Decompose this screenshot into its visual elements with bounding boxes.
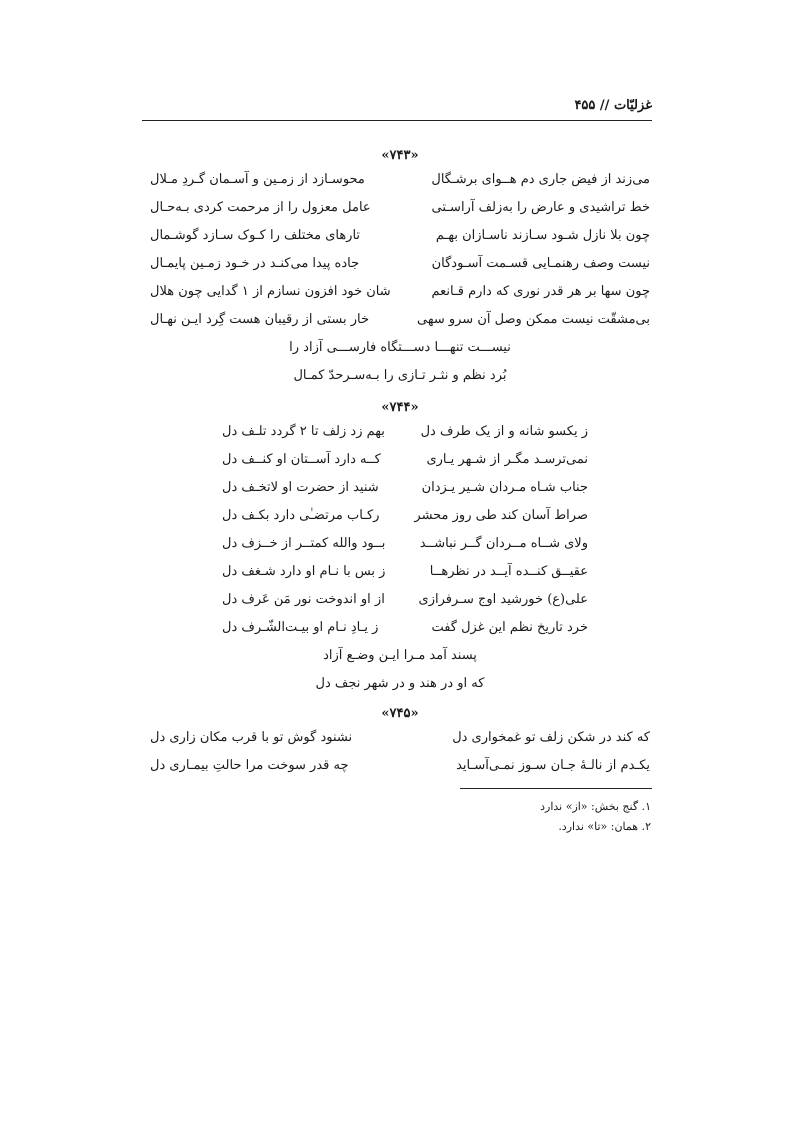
ghazal-number: «۷۴۴» <box>381 400 419 415</box>
hemistich-right: می‌زند از فیض جاری دم هــوای برشـگال <box>431 172 650 187</box>
hemistich-left: جاده پیدا می‌کنـد در خـود زمـین پایمـال <box>150 256 360 271</box>
hemistich-left: بهم زد زلف تا ۲ گردد تلـف دل <box>222 424 385 439</box>
couplet <box>150 250 650 278</box>
couplet <box>150 474 650 502</box>
ghazal-743 <box>150 146 650 390</box>
ghazal-745 <box>150 704 650 780</box>
hemistich-right: عقیــق کنــده آیــد در نظرهــا <box>429 564 588 579</box>
header-title: غزلیّات // ۴۵۵ <box>574 98 652 113</box>
hemistich-right: بی‌مشقّت نیست ممکن وصل آن سرو سهی <box>417 312 650 327</box>
couplet <box>150 306 650 334</box>
closing-line: بُرد نظم و نثـر تـازی را بـه‌سـرحدّ کمـال <box>293 368 507 383</box>
couplet <box>150 194 650 222</box>
hemistich-right: خط تراشیدی و عارض را به‌زلف آراسـتی <box>431 200 650 215</box>
hemistich-left: رکـاب مرتضـٰی دارد بکـف دل <box>222 508 380 523</box>
hemistich-right: یکـدم از نالـۀ جـان سـوز نمـی‌آسـاید <box>456 758 650 773</box>
couplet <box>150 418 650 446</box>
hemistich-left: خار بستی از رقیبان هست گِرد ایـن نهـال <box>150 312 370 327</box>
hemistich-left: عامل معزول را از مرحمت کردی بـه‌حـال <box>150 200 371 215</box>
closing-line: نیســـت تنهـــا دســـتگاه فارســـی آزاد را <box>289 340 511 355</box>
ghazal-744 <box>150 398 650 698</box>
hemistich-right: خرد تاریخ نظم این غزل گفت <box>431 620 588 635</box>
hemistich-right: ولای شــاه مــردان گــر نباشــد <box>419 536 588 551</box>
footnote: ۱. گنج بخش: «از» ندارد <box>540 800 651 813</box>
hemistich-right: که کند در شکن زلف تو غمخواری دل <box>452 730 650 745</box>
hemistich-right: نیست وصف رهنمـایی قسـمت آسـودگان <box>431 256 650 271</box>
couplet <box>150 614 650 642</box>
hemistich-left: تارهای مختلف را کـوک سـازد گوشـمال <box>150 228 361 243</box>
hemistich-right: چون بلا نازل شـود سـازند ناسـازان بهـم <box>435 228 650 243</box>
footnote-separator <box>460 788 652 789</box>
hemistich-left: چه قدر سوخت مرا حالتِ بیمـاری دل <box>150 758 349 773</box>
hemistich-right: علی(ع) خورشید اوج سـرفرازی <box>418 592 588 607</box>
couplet <box>150 446 650 474</box>
hemistich-left: بــود والله کمتــر از خــزف دل <box>222 536 386 551</box>
couplet <box>150 530 650 558</box>
hemistich-right: جناب شـاه مـردان شـیر یـزدان <box>421 480 588 495</box>
couplet <box>150 558 650 586</box>
hemistich-right: ز یکسو شانه و از یک طرف دل <box>420 424 588 439</box>
hemistich-left: ز یـادِ نـام او بیـت‌الشّـرف دل <box>222 620 379 635</box>
hemistich-right: صراط آسان کند طی روز محشر <box>414 508 588 523</box>
couplet <box>150 278 650 306</box>
hemistich-left: محوسـازد از زمـین و آسـمان گـردِ مـلال <box>150 172 365 187</box>
couplet <box>150 166 650 194</box>
couplet <box>150 502 650 530</box>
hemistich-left: ز بس با نـام او دارد شـغف دل <box>222 564 386 579</box>
ghazal-number: «۷۴۵» <box>381 706 419 721</box>
couplet <box>150 724 650 752</box>
footnote: ۲. همان: «تا» ندارد. <box>558 820 651 833</box>
hemistich-left: نشنود گوش تو با قرب مکان زاری دل <box>150 730 353 745</box>
hemistich-right: چون سها بر هر قدر نوری که دارم قـانعم <box>431 284 650 299</box>
hemistich-left: شنید از حضرت او لاتخـف دل <box>222 480 379 495</box>
closing-line: پسند آمد مـرا ایـن وضـع آزاد <box>323 648 477 663</box>
couplet <box>150 586 650 614</box>
couplet <box>150 752 650 780</box>
ghazal-number: «۷۴۳» <box>381 148 419 163</box>
hemistich-left: از او اندوخت نور مَن عَرف دل <box>222 592 385 607</box>
hemistich-left: کــه دارد آســتان او کنــف دل <box>222 452 381 467</box>
couplet <box>150 222 650 250</box>
closing-line: که او در هند و در شهر نجف دل <box>315 676 485 691</box>
hemistich-right: نمی‌ترسـد مگـر از شـهر یـاری <box>426 452 588 467</box>
hemistich-left: شان خود افزون نسازم از ۱ گدایی چون هلال <box>150 284 391 299</box>
running-header <box>142 96 652 121</box>
